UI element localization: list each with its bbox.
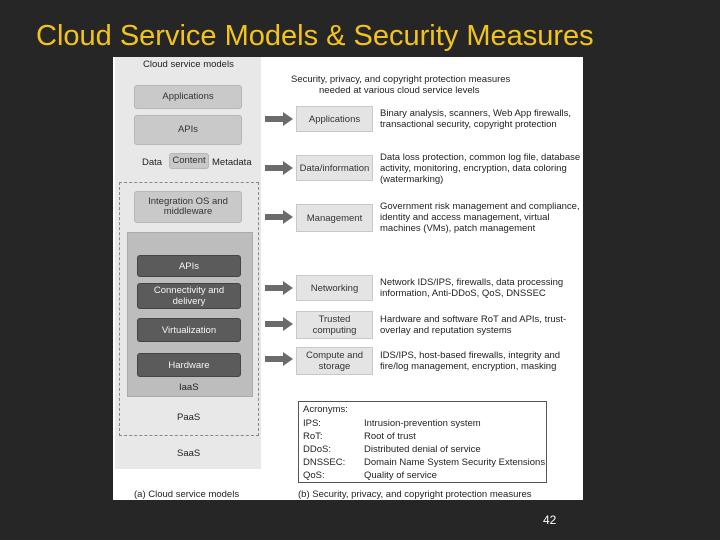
cloud-models-caption: (a) Cloud service models	[134, 489, 240, 500]
acronym-meaning: Root of trust	[364, 431, 416, 442]
slide-title: Cloud Service Models & Security Measures	[36, 20, 594, 52]
acronym-abbr: IPS:	[303, 418, 321, 429]
data-label: Data	[142, 157, 163, 168]
apis-box: APIs	[134, 115, 242, 145]
level-box-data: Data/information	[296, 155, 373, 181]
apis-inner-box: APIs	[137, 255, 241, 277]
page-number: 42	[543, 513, 557, 527]
hardware-box: Hardware	[137, 353, 241, 377]
arrow-icon	[265, 161, 293, 175]
metadata-label: Metadata	[212, 157, 252, 168]
arrow-icon	[265, 210, 293, 224]
iaas-label: IaaS	[179, 382, 199, 393]
level-box-applications: Applications	[296, 106, 373, 132]
arrow-icon	[265, 281, 293, 295]
acronym-meaning: Quality of service	[364, 470, 437, 481]
acronym-meaning: Domain Name System Security Extensions	[364, 457, 546, 468]
level-box-compute: Compute and storage	[296, 347, 373, 375]
measures-data: Data loss protection, common log file, database activity, monitoring, encryption, data coloring (watermarking)	[380, 152, 581, 185]
acronyms-title: Acronyms:	[303, 404, 348, 415]
level-box-networking: Networking	[296, 275, 373, 301]
measures-management: Government risk management and compliance, identity and access management, virtual machines (VMs), patch management	[380, 201, 580, 234]
acronym-abbr: DDoS:	[303, 444, 331, 455]
cloud-models-header: Cloud service models	[143, 59, 234, 70]
figure	[113, 57, 583, 500]
arrow-icon	[265, 112, 293, 126]
acronyms-box	[298, 401, 547, 483]
level-box-management: Management	[296, 204, 373, 232]
measures-header-line2: needed at various cloud service levels	[319, 85, 480, 96]
acronym-abbr: RoT:	[303, 431, 323, 442]
arrow-icon	[265, 352, 293, 366]
acronym-meaning: Intrusion-prevention system	[364, 418, 481, 429]
measures-networking: Network IDS/IPS, firewalls, data processing information, Anti-DDoS, QoS, DNSSEC	[380, 277, 564, 299]
acronym-abbr: DNSSEC:	[303, 457, 346, 468]
applications-box: Applications	[134, 85, 242, 109]
acronym-meaning: Distributed denial of service	[364, 444, 481, 455]
arrow-icon	[265, 317, 293, 331]
integration-box: Integration OS and middleware	[134, 191, 242, 223]
paas-label: PaaS	[177, 412, 201, 423]
connectivity-box: Connectivity and delivery	[137, 283, 241, 309]
cloud-models-panel	[115, 57, 261, 469]
measures-trusted: Hardware and software RoT and APIs, trust-overlay and reputation systems	[380, 314, 567, 336]
measures-header-line1: Security, privacy, and copyright protection measures	[291, 74, 511, 85]
saas-label: SaaS	[177, 448, 201, 459]
measures-applications: Binary analysis, scanners, Web App firewalls, transactional security, copyright protection	[380, 108, 571, 130]
content-box: Content	[169, 153, 209, 169]
acronym-abbr: QoS:	[303, 470, 325, 481]
virtualization-box: Virtualization	[137, 318, 241, 342]
measures-compute: IDS/IPS, host-based firewalls, integrity and fire/log management, encryption, masking	[380, 350, 561, 372]
measures-caption: (b) Security, privacy, and copyright protection measures	[298, 489, 532, 500]
level-box-trusted: Trusted computing	[296, 311, 373, 339]
